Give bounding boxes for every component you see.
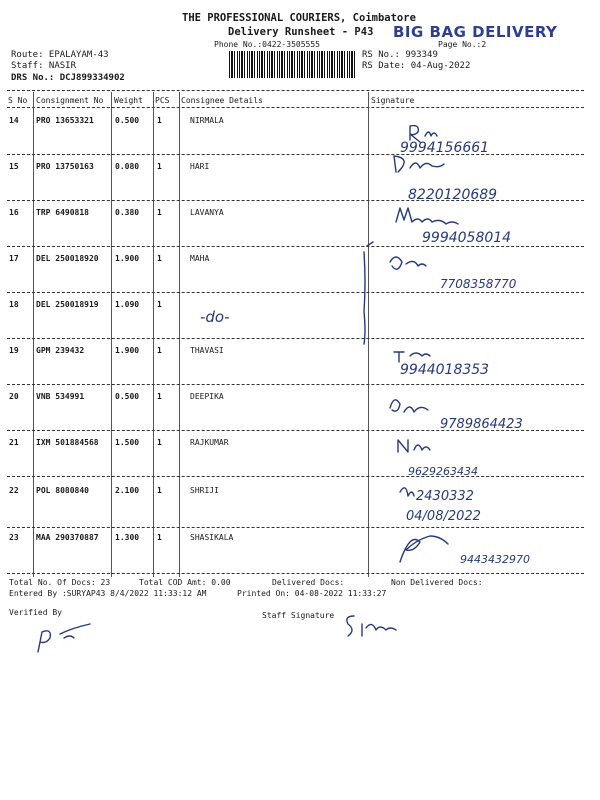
row-pcs: 1 [157, 300, 162, 309]
row-consignment: DEL 250018920 [36, 254, 99, 263]
row-pcs: 1 [157, 254, 162, 263]
row-pcs: 1 [157, 392, 162, 401]
rs-date: RS Date: 04-Aug-2022 [362, 61, 471, 71]
row-consignee: LAVANYA [190, 208, 224, 217]
total-docs: Total No. Of Docs: 23 [9, 578, 111, 587]
col-header-sno: S No [8, 96, 28, 105]
row-weight: 2.100 [115, 486, 140, 495]
row-sno: 20 [9, 392, 19, 401]
staff-signature-label: Staff Signature [262, 611, 335, 620]
row-sno: 19 [9, 346, 19, 355]
signature-phone: 9994156661 [400, 140, 490, 156]
row-consignment: VNB 534991 [36, 392, 85, 401]
row-pcs: 1 [157, 162, 162, 171]
row-sno: 22 [9, 486, 19, 495]
row-weight: 1.500 [115, 438, 140, 447]
row-consignment: PRO 13653321 [36, 116, 94, 125]
row-consignment: PRO 13750163 [36, 162, 94, 171]
col-divider [153, 92, 154, 577]
row-weight: 0.080 [115, 162, 140, 171]
rs-number: RS No.: 993349 [362, 50, 438, 60]
barcode [229, 51, 355, 78]
row-sno: 21 [9, 438, 19, 447]
row-pcs: 1 [157, 533, 162, 542]
row-pcs: 1 [157, 116, 162, 125]
runsheet-title: Delivery Runsheet - P43 [228, 26, 374, 38]
col-header-pcs: PCS [155, 96, 170, 105]
entered-by: Entered By :SURYAP43 8/4/2022 11:33:12 AM [9, 589, 207, 598]
row-weight: 1.300 [115, 533, 140, 542]
table-top-rule [7, 90, 584, 91]
page-number: Page No.:2 [438, 40, 487, 49]
row-consignee: THAVASI [190, 346, 224, 355]
row-consignee: DEEPIKA [190, 392, 224, 401]
signature-phone: 7708358770 [440, 277, 517, 291]
signature-phone: 9443432970 [460, 553, 530, 566]
signature-scribble [390, 257, 426, 269]
row-sno: 23 [9, 533, 19, 542]
signature-phone: 9994058014 [422, 230, 512, 246]
row-sno: 17 [9, 254, 19, 263]
handwritten-signatures [370, 112, 585, 572]
signature-phone: 9789864423 [440, 417, 523, 432]
row-consignee: RAJKUMAR [190, 438, 229, 447]
row-pcs: 1 [157, 346, 162, 355]
verified-by-signature [30, 618, 110, 658]
header-rule [7, 107, 584, 108]
handwritten-ditto: -do- [200, 308, 230, 326]
signature-scribble [398, 440, 430, 452]
row-consignment: IXM 501884568 [36, 438, 99, 447]
row-sno: 16 [9, 208, 19, 217]
signature-phone: 9944018353 [400, 362, 490, 378]
row-consignment: TRP 6490818 [36, 208, 89, 217]
signature-scribble [394, 352, 430, 362]
col-header-consignee: Consignee Details [181, 96, 263, 105]
printed-on: Printed On: 04-08-2022 11:33:27 [237, 589, 387, 598]
row-weight: 0.500 [115, 116, 140, 125]
row-consignment: DEL 250018919 [36, 300, 99, 309]
row-consignment: GPM 239432 [36, 346, 85, 355]
table-bottom-rule [7, 573, 584, 574]
signature-scribble [400, 536, 448, 562]
row-pcs: 1 [157, 208, 162, 217]
signature-phone: 9629263434 [408, 465, 478, 478]
row-consignee: SHRIJI [190, 486, 219, 495]
row-weight: 1.900 [115, 346, 140, 355]
signature-scribble [390, 400, 428, 412]
delivered-docs: Delivered Docs: [272, 578, 345, 587]
row-weight: 1.900 [115, 254, 140, 263]
staff: Staff: NASIR [11, 61, 77, 71]
row-sno: 15 [9, 162, 19, 171]
row-consignment: POL 8080840 [36, 486, 89, 495]
col-header-signature: Signature [371, 96, 415, 105]
signature-scribble [394, 156, 444, 172]
non-delivered-docs: Non Delivered Docs: [391, 578, 483, 587]
col-divider [111, 92, 112, 577]
signature-scribble [396, 208, 458, 224]
verified-by-label: Verified By [9, 608, 62, 617]
col-divider [33, 92, 34, 577]
total-cod: Total COD Amt: 0.00 [139, 578, 231, 587]
row-consignment: MAA 290370887 [36, 533, 99, 542]
row-consignee: HARI [190, 162, 210, 171]
company-name: THE PROFESSIONAL COURIERS, Coimbatore [182, 12, 416, 24]
row-weight: 0.500 [115, 392, 140, 401]
row-consignee: SHASIKALA [190, 533, 234, 542]
row-pcs: 1 [157, 438, 162, 447]
col-divider [179, 92, 180, 577]
phone-number: Phone No.:0422-3505555 [214, 40, 320, 49]
col-divider [368, 92, 369, 577]
staff-signature-scribble [340, 610, 410, 640]
row-consignee: MAHA [190, 254, 210, 263]
row-weight: 0.380 [115, 208, 140, 217]
row-sno: 18 [9, 300, 19, 309]
drs-number: DRS No.: DCJ899334902 [11, 73, 125, 83]
col-header-weight: Weight [114, 96, 143, 105]
col-header-consignment: Consignment No [36, 96, 104, 105]
big-bag-delivery-stamp: BIG BAG DELIVERY [393, 23, 558, 41]
signature-scribble [400, 488, 414, 496]
signature-date: 04/08/2022 [406, 509, 481, 524]
route: Route: EPALAYAM-43 [11, 50, 109, 60]
signature-phone: 2430332 [416, 489, 474, 504]
row-sno: 14 [9, 116, 19, 125]
row-weight: 1.090 [115, 300, 140, 309]
row-consignee: NIRMALA [190, 116, 224, 125]
signature-phone: 8220120689 [408, 187, 498, 203]
row-pcs: 1 [157, 486, 162, 495]
